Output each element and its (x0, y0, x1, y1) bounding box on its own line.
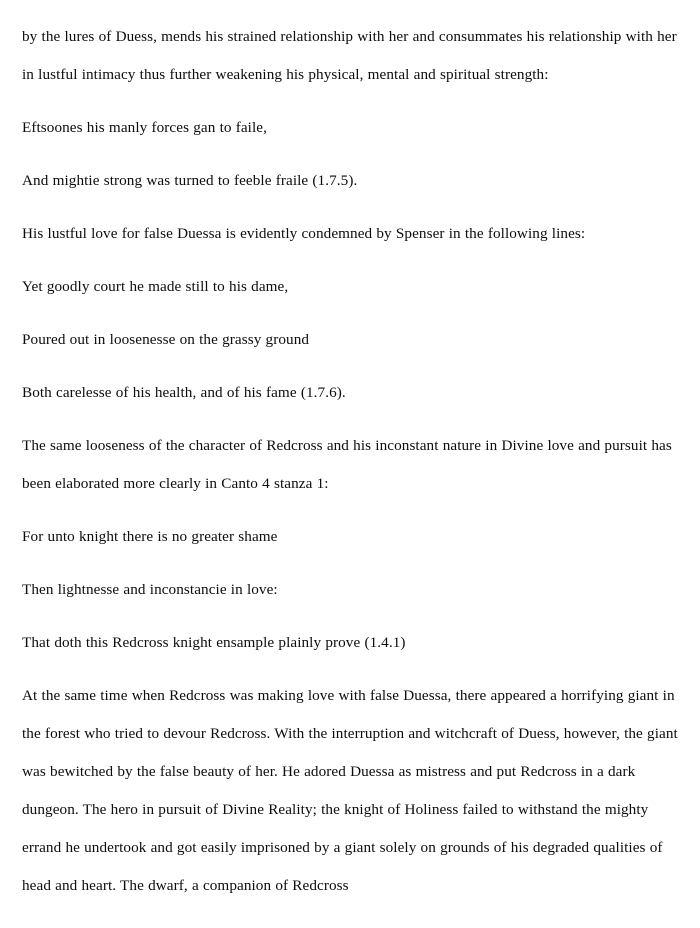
paragraph-giant-dungeon: At the same time when Redcross was making love with false Duessa, there appeared a horrifying giant in the forest who tried to devour Redcross. With the interruption and witchcraft of Duess, however, the giant was bewitched by the false beauty of her. He adored Duessa as mistress and put Redcross in a dark dungeon. The hero in pursuit of Divine Reality; the knight of Holiness failed to withstand the mighty errand he undertook and got easily imprisoned by a giant solely on grounds of his degraded qualities of head and heart. The dwarf, a companion of Redcross (22, 687, 678, 894)
paragraph-same-looseness: The same looseness of the character of Redcross and his inconstant nature in Divine love and pursuit has been elaborated more clearly in Canto 4 stanza 1: (22, 437, 672, 492)
verse-ensample: That doth this Redcross knight ensample plainly prove (1.4.1) (22, 634, 406, 651)
verse-mightie-strong: And mightie strong was turned to feeble fraile (1.7.5). (22, 172, 358, 189)
paragraph-duessa-intimacy: by the lures of Duess, mends his strained relationship with her and consummates his relationship with her in lustful intimacy thus further weakening his physical, mental and spiritual strength: (22, 28, 677, 83)
verse-goodly-court: Yet goodly court he made still to his dame, (22, 278, 289, 295)
line-lustful-love-condemned: His lustful love for false Duessa is evidently condemned by Spenser in the following lines: (22, 225, 586, 242)
top-margin (0, 0, 700, 18)
verse-poured-out: Poured out in loosenesse on the grassy ground (22, 331, 310, 348)
verse-eftsoones: Eftsoones his manly forces gan to faile, (22, 119, 267, 136)
document-text-column (22, 18, 682, 905)
verse-unto-knight: For unto knight there is no greater shame (22, 528, 278, 545)
verse-lightnesse: Then lightnesse and inconstancie in love: (22, 581, 278, 598)
verse-both-carelesse: Both carelesse of his health, and of his fame (1.7.6). (22, 384, 346, 401)
